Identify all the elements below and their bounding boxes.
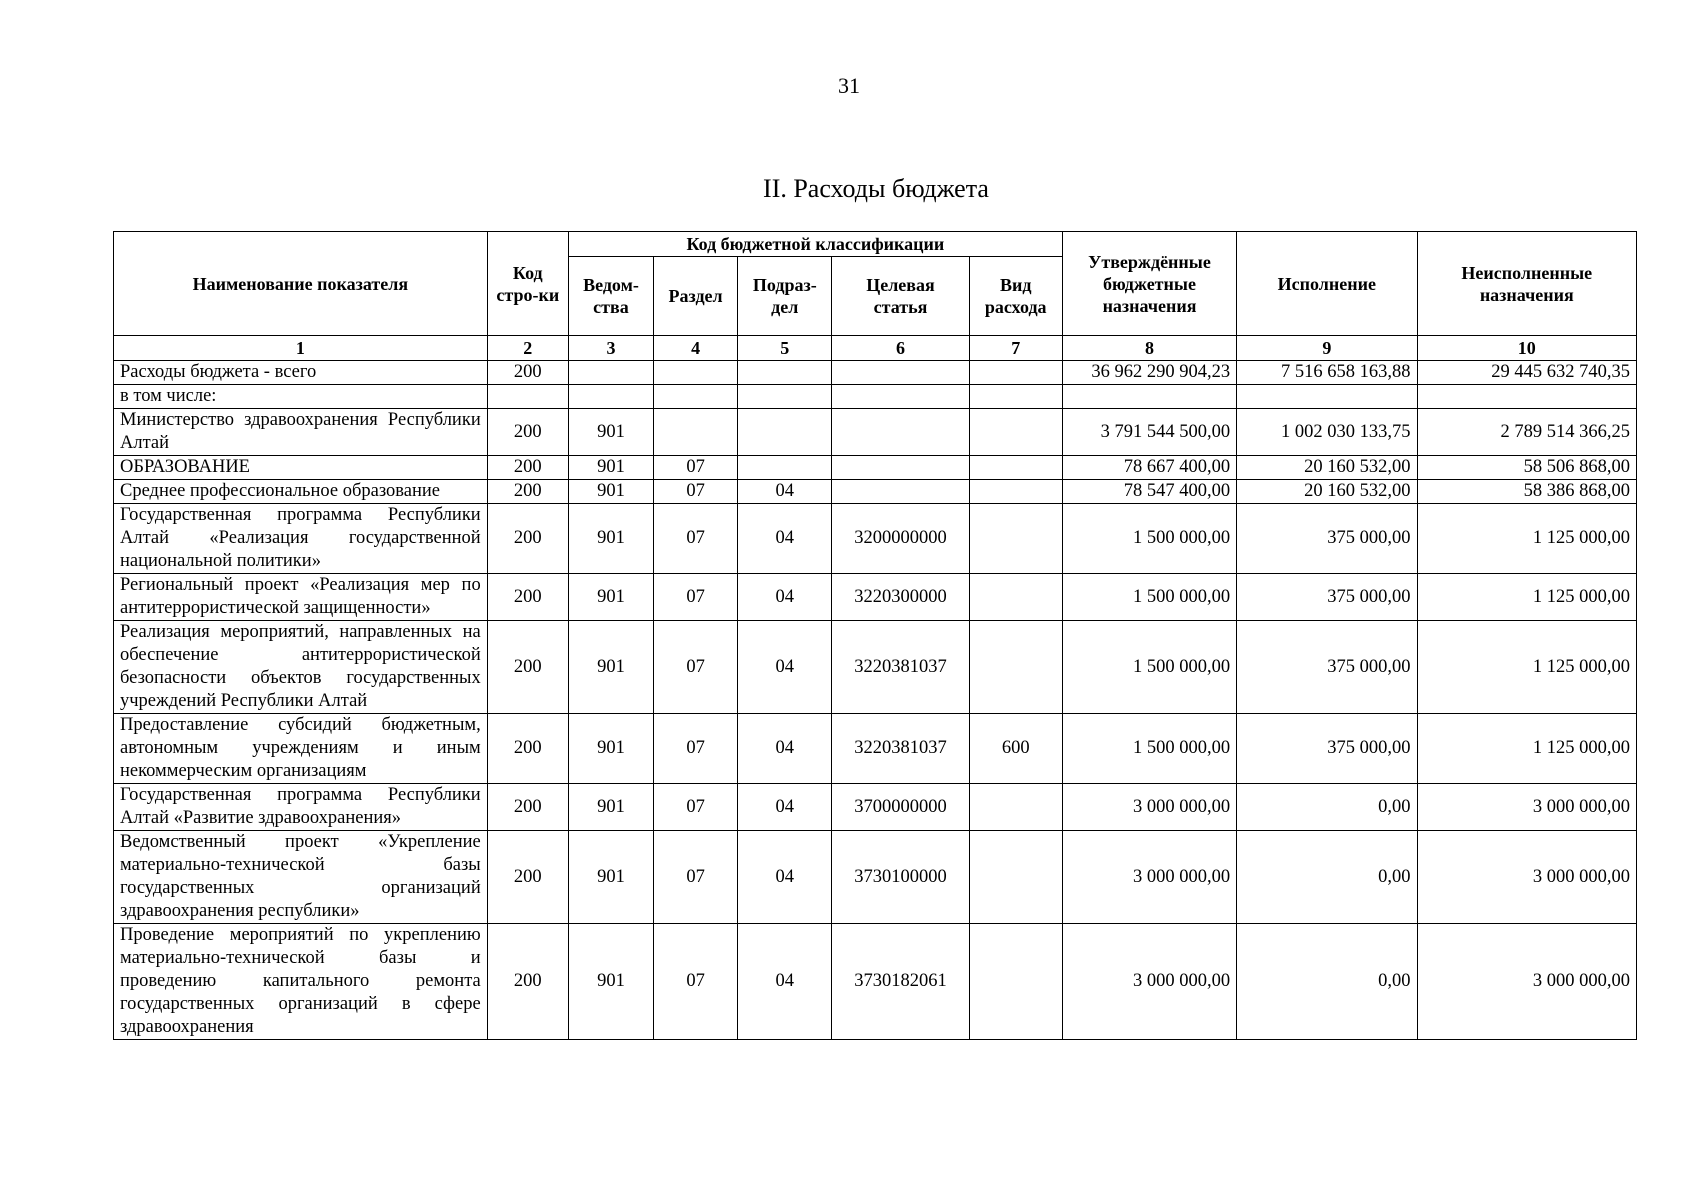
table-row [114,504,1637,574]
row-section-cell: 07 [654,831,738,924]
column-number: 5 [738,336,832,361]
row-unexecuted-cell: 1 125 000,00 [1417,621,1636,714]
column-number: 3 [568,336,653,361]
row-unexecuted-cell [1417,385,1636,409]
row-name-cell: Региональный проект «Реализация мер по антитеррористической защищенности» [114,574,488,621]
row-executed-cell: 375 000,00 [1237,574,1417,621]
row-section-cell: 07 [654,456,738,480]
row-line-code-cell: 200 [487,924,568,1040]
row-line-code-cell: 200 [487,409,568,456]
header-subsection: Подраз-дел [738,257,832,336]
row-approved-cell: 3 791 544 500,00 [1062,409,1236,456]
table-row [114,574,1637,621]
row-executed-cell: 0,00 [1237,784,1417,831]
row-approved-cell: 78 667 400,00 [1062,456,1236,480]
table-row [114,361,1637,385]
row-line-code-cell: 200 [487,456,568,480]
row-name-cell: Предоставление субсидий бюджетным, автономным учреждениям и иным некоммерческим организациям [114,714,488,784]
column-number: 9 [1237,336,1417,361]
header-unexecuted: Неисполненные назначения [1417,232,1636,336]
row-executed-cell: 375 000,00 [1237,504,1417,574]
row-executed-cell: 20 160 532,00 [1237,480,1417,504]
row-section-cell [654,361,738,385]
column-number: 1 [114,336,488,361]
row-approved-cell: 1 500 000,00 [1062,714,1236,784]
row-unexecuted-cell: 3 000 000,00 [1417,924,1636,1040]
row-target-item-cell [832,480,969,504]
row-expense-type-cell [969,504,1062,574]
column-number: 8 [1062,336,1236,361]
row-section-cell: 07 [654,621,738,714]
row-executed-cell: 0,00 [1237,924,1417,1040]
column-numbers-row [114,336,1637,361]
row-subsection-cell: 04 [738,621,832,714]
row-target-item-cell: 3220381037 [832,621,969,714]
row-approved-cell: 36 962 290 904,23 [1062,361,1236,385]
section-title: II. Расходы бюджета [763,174,989,203]
row-unexecuted-cell: 58 506 868,00 [1417,456,1636,480]
row-target-item-cell [832,361,969,385]
row-name-cell: Проведение мероприятий по укреплению материально-технической базы и проведению капитального ремонта государственных организаций в сфере здравоохранения [114,924,488,1040]
row-target-item-cell: 3220300000 [832,574,969,621]
row-unexecuted-cell: 1 125 000,00 [1417,714,1636,784]
column-number: 10 [1417,336,1636,361]
row-line-code-cell: 200 [487,784,568,831]
row-expense-type-cell [969,574,1062,621]
row-name-cell: Ведомственный проект «Укрепление материально-технической базы государственных организаций здравоохранения республики» [114,831,488,924]
table-row [114,924,1637,1040]
row-section-cell [654,385,738,409]
row-subsection-cell: 04 [738,831,832,924]
row-expense-type-cell [969,361,1062,385]
row-department-cell: 901 [568,924,653,1040]
row-section-cell: 07 [654,504,738,574]
row-name-cell: Министерство здравоохранения Республики Алтай [114,409,488,456]
row-expense-type-cell [969,784,1062,831]
table-header [114,232,1637,361]
row-subsection-cell: 04 [738,924,832,1040]
row-department-cell: 901 [568,504,653,574]
row-approved-cell: 3 000 000,00 [1062,924,1236,1040]
row-name-cell: ОБРАЗОВАНИЕ [114,456,488,480]
row-subsection-cell [738,361,832,385]
row-line-code-cell [487,385,568,409]
row-department-cell: 901 [568,574,653,621]
row-expense-type-cell [969,409,1062,456]
row-target-item-cell: 3200000000 [832,504,969,574]
header-section: Раздел [654,257,738,336]
row-section-cell: 07 [654,574,738,621]
row-section-cell: 07 [654,924,738,1040]
column-number: 7 [969,336,1062,361]
row-line-code-cell: 200 [487,574,568,621]
row-expense-type-cell [969,480,1062,504]
row-subsection-cell [738,385,832,409]
row-expense-type-cell [969,385,1062,409]
header-name: Наименование показателя [114,232,488,336]
row-executed-cell: 0,00 [1237,831,1417,924]
table-row [114,456,1637,480]
row-executed-cell [1237,385,1417,409]
table-row [114,831,1637,924]
table-row [114,621,1637,714]
expenses-table [113,231,1637,1040]
row-executed-cell: 1 002 030 133,75 [1237,409,1417,456]
row-unexecuted-cell: 29 445 632 740,35 [1417,361,1636,385]
header-approved: Утверждённые бюджетные назначения [1062,232,1236,336]
row-unexecuted-cell: 3 000 000,00 [1417,784,1636,831]
row-line-code-cell: 200 [487,361,568,385]
row-approved-cell: 1 500 000,00 [1062,504,1236,574]
row-subsection-cell: 04 [738,574,832,621]
row-name-cell: в том числе: [114,385,488,409]
row-approved-cell: 1 500 000,00 [1062,574,1236,621]
row-line-code-cell: 200 [487,504,568,574]
row-department-cell: 901 [568,409,653,456]
row-subsection-cell: 04 [738,480,832,504]
row-expense-type-cell [969,924,1062,1040]
column-number: 2 [487,336,568,361]
page-number: 31 [838,73,860,98]
row-target-item-cell [832,385,969,409]
row-name-cell: Расходы бюджета - всего [114,361,488,385]
row-unexecuted-cell: 1 125 000,00 [1417,504,1636,574]
table-row [114,409,1637,456]
row-line-code-cell: 200 [487,480,568,504]
table-body [114,361,1637,1040]
row-subsection-cell [738,409,832,456]
row-section-cell [654,409,738,456]
row-approved-cell: 1 500 000,00 [1062,621,1236,714]
header-expense-type: Вид расхода [969,257,1062,336]
row-name-cell: Реализация мероприятий, направленных на обеспечение антитеррористической безопасности объектов государственных учреждений Республики Алтай [114,621,488,714]
row-executed-cell: 375 000,00 [1237,621,1417,714]
row-target-item-cell: 3730100000 [832,831,969,924]
header-line-code: Код стро-ки [487,232,568,336]
row-name-cell: Государственная программа Республики Алтай «Реализация государственной национальной политики» [114,504,488,574]
row-line-code-cell: 200 [487,621,568,714]
row-target-item-cell: 3700000000 [832,784,969,831]
row-executed-cell: 20 160 532,00 [1237,456,1417,480]
row-approved-cell: 78 547 400,00 [1062,480,1236,504]
row-line-code-cell: 200 [487,714,568,784]
row-executed-cell: 7 516 658 163,88 [1237,361,1417,385]
header-target-item: Целевая статья [832,257,969,336]
row-name-cell: Государственная программа Республики Алтай «Развитие здравоохранения» [114,784,488,831]
table-row [114,480,1637,504]
row-target-item-cell [832,456,969,480]
row-department-cell: 901 [568,456,653,480]
row-subsection-cell: 04 [738,784,832,831]
row-unexecuted-cell: 2 789 514 366,25 [1417,409,1636,456]
row-unexecuted-cell: 3 000 000,00 [1417,831,1636,924]
row-target-item-cell: 3730182061 [832,924,969,1040]
column-number: 4 [654,336,738,361]
header-classification-group: Код бюджетной классификации [568,232,1062,257]
row-section-cell: 07 [654,714,738,784]
row-department-cell [568,361,653,385]
row-expense-type-cell: 600 [969,714,1062,784]
row-subsection-cell [738,456,832,480]
row-unexecuted-cell: 58 386 868,00 [1417,480,1636,504]
row-subsection-cell: 04 [738,504,832,574]
row-department-cell: 901 [568,831,653,924]
row-department-cell [568,385,653,409]
row-section-cell: 07 [654,480,738,504]
row-approved-cell [1062,385,1236,409]
row-expense-type-cell [969,831,1062,924]
table-row [114,714,1637,784]
table-row [114,385,1637,409]
row-subsection-cell: 04 [738,714,832,784]
row-target-item-cell: 3220381037 [832,714,969,784]
row-department-cell: 901 [568,480,653,504]
row-expense-type-cell [969,621,1062,714]
row-department-cell: 901 [568,784,653,831]
row-section-cell: 07 [654,784,738,831]
table-row [114,784,1637,831]
header-executed: Исполнение [1237,232,1417,336]
row-unexecuted-cell: 1 125 000,00 [1417,574,1636,621]
row-line-code-cell: 200 [487,831,568,924]
row-executed-cell: 375 000,00 [1237,714,1417,784]
header-department: Ведом-ства [568,257,653,336]
row-name-cell: Среднее профессиональное образование [114,480,488,504]
row-approved-cell: 3 000 000,00 [1062,831,1236,924]
row-expense-type-cell [969,456,1062,480]
row-department-cell: 901 [568,714,653,784]
row-target-item-cell [832,409,969,456]
row-approved-cell: 3 000 000,00 [1062,784,1236,831]
column-number: 6 [832,336,969,361]
row-department-cell: 901 [568,621,653,714]
